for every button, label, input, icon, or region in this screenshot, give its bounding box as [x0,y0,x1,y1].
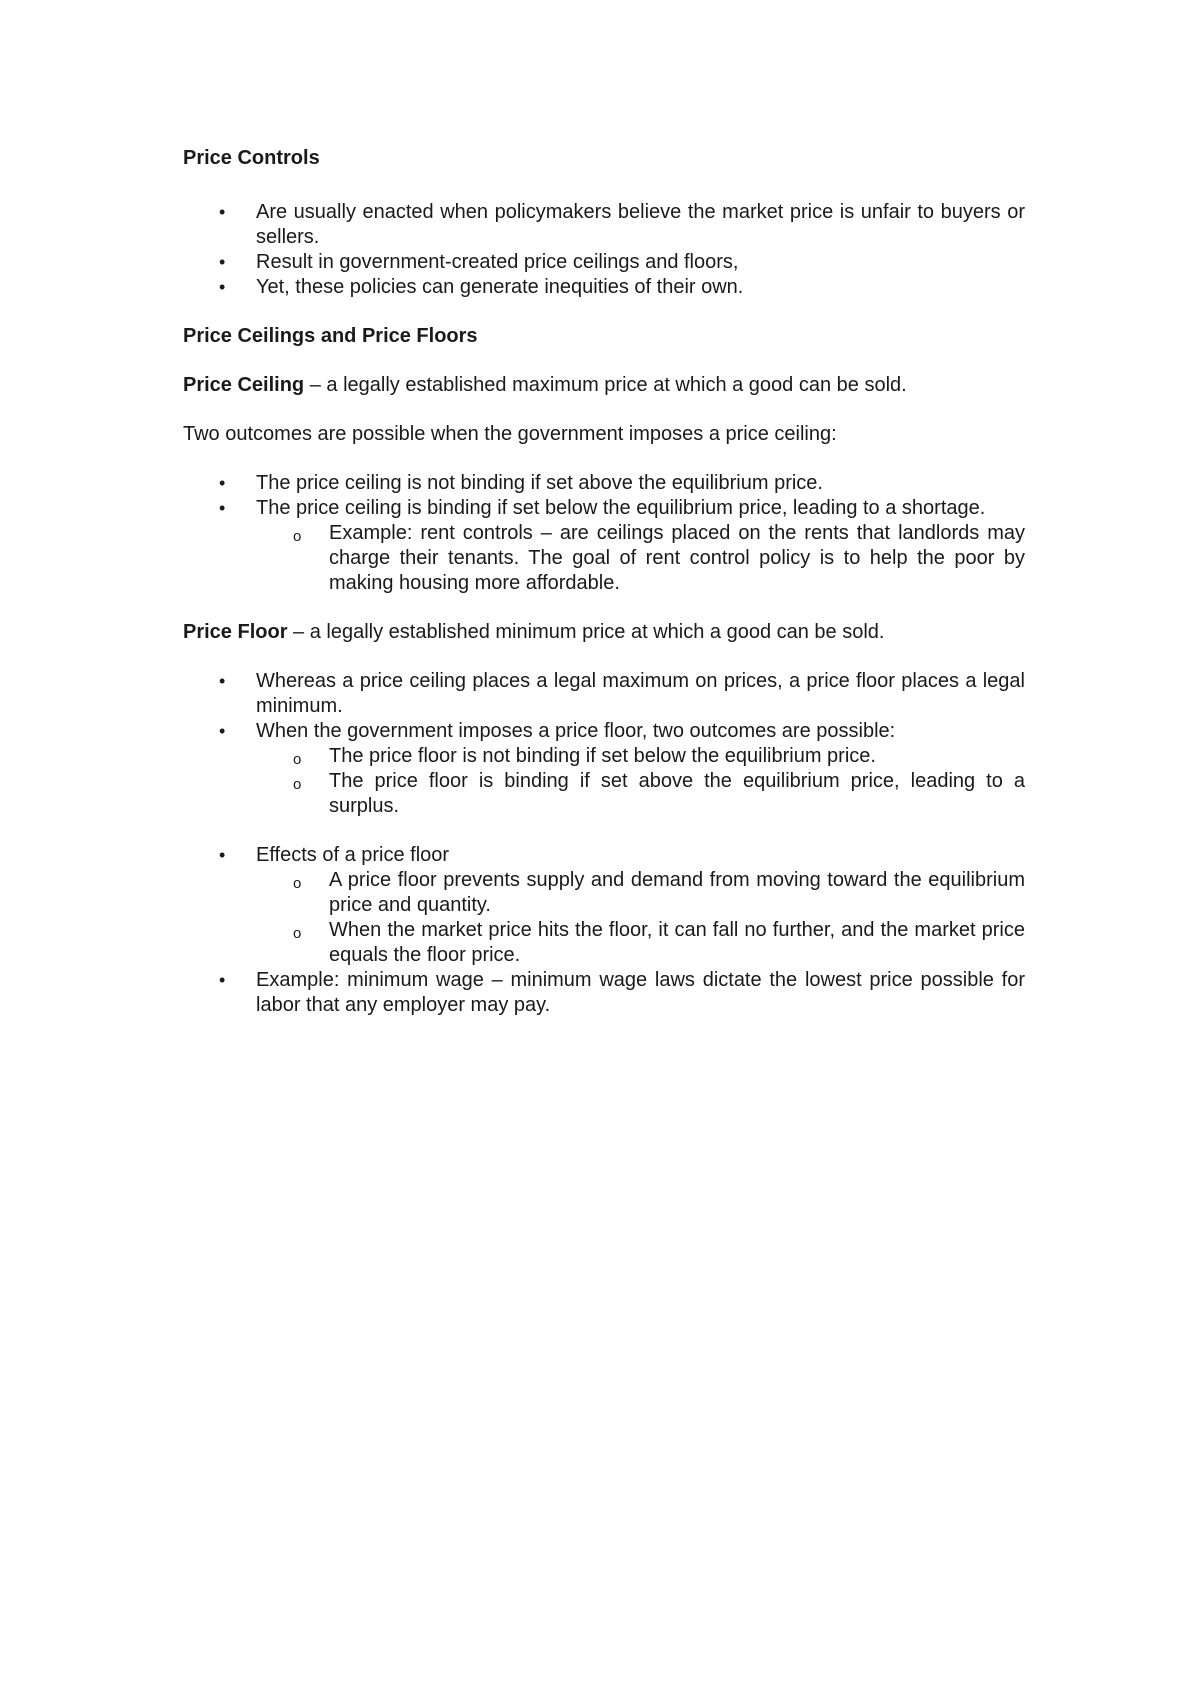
section-heading-price-controls: Price Controls [183,147,320,169]
bullet-icon: • [219,721,226,741]
list-item: • Are usually enacted when policymakers believe the market price is unfair to buyers or sellers. [219,201,1025,248]
list-item: • The price ceiling is not binding if set above the equilibrium price. [219,472,823,494]
ceiling-outcomes-intro: Two outcomes are possible when the government imposes a price ceiling: [183,423,837,445]
price-floor-list [183,669,1025,819]
list-item: o The price floor is not binding if set below the equilibrium price. [256,744,1025,769]
bullet-icon: • [219,473,226,493]
sub-bullet-icon: o [293,528,302,545]
bullet-icon: • [219,671,226,691]
bullet-icon: • [219,277,226,297]
sub-bullet-icon: o [293,875,302,892]
bullet-icon: • [219,252,226,272]
bullet-icon: • [219,845,226,865]
floor-effects-list [183,843,1025,1018]
list-item: o A price floor prevents supply and demand from moving toward the equilibrium price and quantity. [293,869,1025,916]
bullet-icon: • [219,202,226,222]
section-heading-ceilings-floors: Price Ceilings and Price Floors [183,325,478,347]
bullet-icon: • [219,970,226,990]
list-item: • The price ceiling is binding if set below the equilibrium price, leading to a shortage. o Example: rent controls – are ceilings placed on the rents that landlords may charge their tenants. The goal of rent control policy is to help the poor by making housing more affordable. [219,497,1025,594]
price-ceiling-sublist [256,521,1025,596]
price-ceiling-term: Price Ceiling [183,374,305,396]
floor-outcomes-sublist [256,744,1025,819]
price-ceiling-definition: Price Ceiling – a legally established maximum price at which a good can be sold. [183,374,907,396]
sub-bullet-icon: o [293,925,302,942]
list-item: o Example: rent controls – are ceilings placed on the rents that landlords may charge their tenants. The goal of rent control policy is to help the poor by making housing more affordable. [293,522,1025,594]
list-item: • Example: minimum wage – minimum wage laws dictate the lowest price possible for labor that any employer may pay. [219,969,1025,1016]
sub-bullet-icon: o [293,751,302,768]
list-item: • When the government imposes a price floor, two outcomes are possible: o The price floor is not binding if set below the equilibrium price. o The price floor is binding if set above the equilibrium price, leading to a surplus. [219,720,1025,817]
document-page [183,146,1025,1018]
list-item: • Effects of a price floor o A price floor prevents supply and demand from moving toward the equilibrium price and quantity. o When the market price hits the floor, it can fall no further, and the market price equals the floor price. [219,844,1025,966]
price-ceiling-list [183,471,1025,596]
bullet-icon: • [219,498,226,518]
list-item: • Whereas a price ceiling places a legal maximum on prices, a price floor places a legal minimum. [219,670,1025,717]
list-item: o The price floor is binding if set above the equilibrium price, leading to a surplus. [293,770,1025,817]
sub-bullet-icon: o [293,776,302,793]
list-item: o When the market price hits the floor, it can fall no further, and the market price equals the floor price. [293,919,1025,966]
price-floor-definition: Price Floor – a legally established minimum price at which a good can be sold. [183,621,885,643]
price-controls-list [183,200,1025,300]
price-floor-term: Price Floor [183,621,288,643]
list-item: • Yet, these policies can generate inequities of their own. [219,276,744,298]
floor-effects-sublist [256,868,1025,968]
list-item: • Result in government-created price ceilings and floors, [219,251,739,273]
